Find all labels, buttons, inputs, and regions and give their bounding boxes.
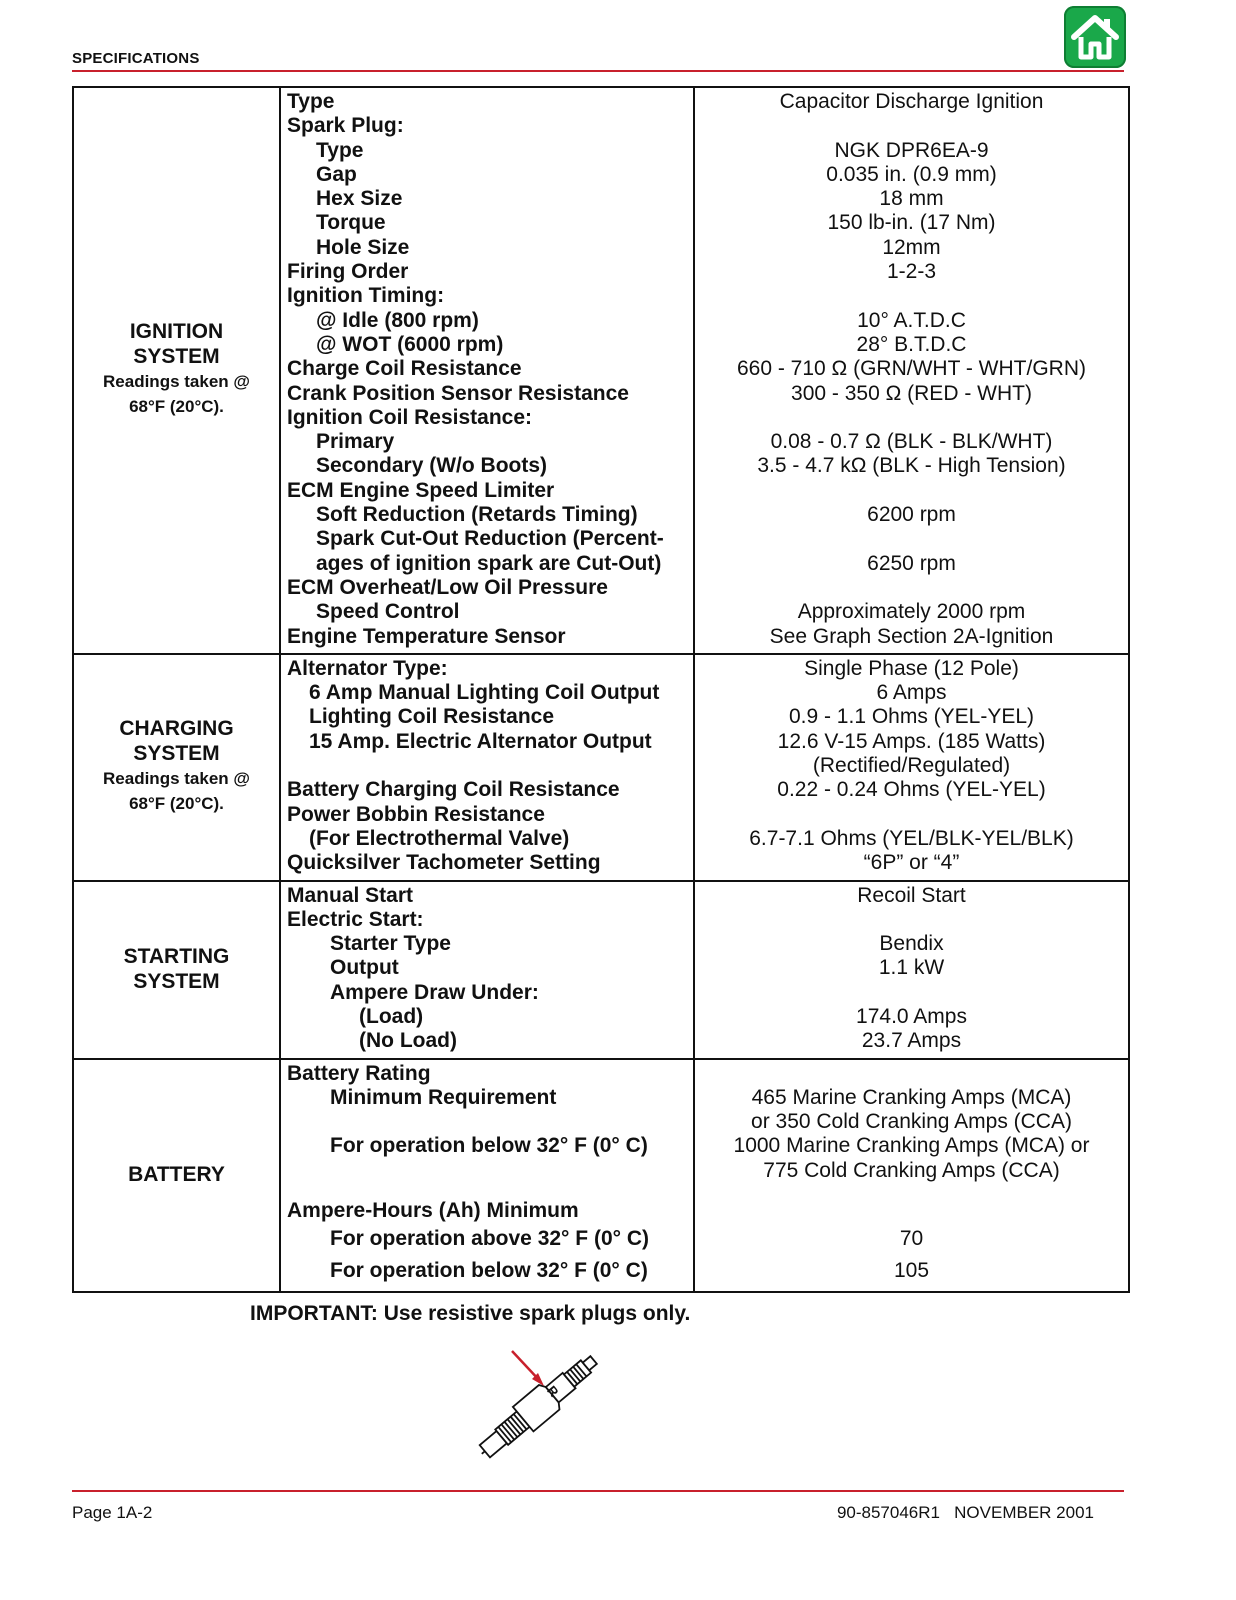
- spec-value: 3.5 - 4.7 kΩ (BLK - High Tension): [757, 454, 1066, 478]
- spec-label: (No Load): [359, 1029, 457, 1053]
- starting-row: [73, 881, 1129, 1059]
- battery-row: [73, 1059, 1129, 1292]
- spec-label: Ignition Timing:: [287, 284, 445, 308]
- spec-value: 28° B.T.D.C: [856, 332, 967, 356]
- spec-label: ECM Engine Speed Limiter: [287, 478, 555, 502]
- battery-values: [694, 1059, 1129, 1292]
- system-title: STARTING: [123, 944, 230, 968]
- spec-value: 12.6 V-15 Amps. (185 Watts): [777, 729, 1046, 753]
- spec-label: Gap: [316, 162, 357, 186]
- spec-label: @ Idle (800 rpm): [316, 308, 479, 332]
- spec-label: ECM Overheat/Low Oil Pressure: [287, 575, 608, 599]
- ignition-values: [694, 87, 1129, 654]
- footer-rule: [72, 1490, 1124, 1492]
- spec-label: Type: [316, 138, 364, 162]
- spec-value: Single Phase (12 Pole): [804, 656, 1019, 680]
- spec-label: For operation below 32° F (0° C): [330, 1259, 648, 1283]
- spec-label: Starter Type: [330, 932, 451, 956]
- spec-value: 300 - 350 Ω (RED - WHT): [791, 381, 1032, 405]
- home-button[interactable]: [1064, 6, 1126, 68]
- system-note: Readings taken @: [103, 769, 250, 789]
- spec-value: 70: [899, 1227, 924, 1251]
- system-title: BATTERY: [128, 1162, 225, 1186]
- starting-system-cell: [73, 881, 280, 1059]
- spec-value: [695, 284, 1128, 308]
- header-rule: [72, 70, 1124, 72]
- spec-label: 15 Amp. Electric Alternator Output: [309, 729, 652, 753]
- ignition-system-cell: [73, 87, 280, 654]
- spec-label: Minimum Requirement: [330, 1085, 557, 1109]
- spec-value: 0.22 - 0.24 Ohms (YEL-YEL): [777, 778, 1046, 802]
- spec-label: Output: [330, 956, 399, 980]
- spec-label: Lighting Coil Resistance: [309, 705, 555, 729]
- spec-label: Firing Order: [287, 260, 409, 284]
- important-note: IMPORTANT: Use resistive spark plugs only.: [250, 1302, 691, 1325]
- spec-value: 0.9 - 1.1 Ohms (YEL-YEL): [788, 705, 1035, 729]
- starting-values: [694, 881, 1129, 1059]
- spec-label: Type: [287, 90, 335, 113]
- spec-label: @ WOT (6000 rpm): [316, 332, 504, 356]
- spec-value: 775 Cold Cranking Amps (CCA): [763, 1158, 1060, 1182]
- spec-value: 1.1 kW: [878, 956, 945, 980]
- spec-value: 12mm: [882, 235, 941, 259]
- spec-value: 0.035 in. (0.9 mm): [826, 162, 997, 186]
- spec-value: 105: [893, 1259, 930, 1283]
- spec-label: Electric Start:: [287, 907, 424, 931]
- spec-value: 465 Marine Cranking Amps (MCA): [751, 1085, 1072, 1109]
- spec-value: 23.7 Amps: [861, 1029, 962, 1053]
- spec-label: Charge Coil Resistance: [287, 357, 522, 381]
- spec-label: Ampere-Hours (Ah) Minimum: [287, 1198, 579, 1222]
- spec-label: 6 Amp Manual Lighting Coil Output: [309, 681, 660, 705]
- system-note: 68°F (20°C).: [129, 397, 224, 417]
- spec-label: Engine Temperature Sensor: [287, 624, 566, 648]
- spec-label: Spark Plug:: [287, 114, 404, 138]
- starting-labels: [280, 881, 694, 1059]
- spec-value: [695, 406, 1128, 430]
- spec-value: “6P” or “4”: [863, 851, 960, 875]
- system-title: CHARGING: [119, 717, 234, 741]
- spec-label: Battery Rating: [287, 1061, 431, 1085]
- specifications-table: [72, 86, 1130, 1293]
- spec-value: NGK DPR6EA-9: [834, 138, 989, 162]
- spec-value: (Rectified/Regulated): [812, 754, 1011, 778]
- spec-label: [287, 1110, 693, 1134]
- resistor-marker: R: [544, 1382, 562, 1400]
- spec-label: [287, 754, 693, 778]
- document-number: 90-857046R1 NOVEMBER 2001: [836, 1503, 1094, 1522]
- page-number: Page 1A-2: [72, 1503, 153, 1522]
- spec-label: For operation above 32° F (0° C): [330, 1227, 650, 1251]
- spacer: [695, 1183, 1128, 1223]
- spec-label: Speed Control: [316, 600, 460, 624]
- spec-value: Recoil Start: [857, 883, 966, 907]
- spec-label: Battery Charging Coil Resistance: [287, 778, 620, 802]
- spec-value: See Graph Section 2A-Ignition: [769, 624, 1054, 648]
- system-title: IGNITION: [129, 320, 224, 344]
- spec-value: 6250 rpm: [867, 551, 956, 575]
- spec-label: Quicksilver Tachometer Setting: [287, 851, 601, 875]
- spec-value: [695, 576, 1128, 600]
- spec-label: Ampere Draw Under:: [330, 980, 539, 1004]
- spec-value: 660 - 710 Ω (GRN/WHT - WHT/GRN): [736, 357, 1086, 381]
- spec-value: 18 mm: [879, 187, 944, 211]
- spec-label: Alternator Type:: [287, 656, 448, 680]
- spec-value: 150 lb-in. (17 Nm): [827, 211, 996, 235]
- battery-system-cell: [73, 1059, 280, 1292]
- spec-value: 1000 Marine Cranking Amps (MCA) or: [733, 1134, 1090, 1158]
- spec-label: Power Bobbin Resistance: [287, 802, 545, 826]
- spec-value: [695, 908, 1128, 932]
- spec-value: [695, 527, 1128, 551]
- spec-value: [695, 479, 1128, 503]
- spark-plug-illustration: [460, 1345, 620, 1465]
- system-note: Readings taken @: [103, 372, 250, 392]
- spec-label: For operation below 32° F (0° C): [330, 1134, 648, 1158]
- system-title: SYSTEM: [133, 742, 220, 766]
- section-title: SPECIFICATIONS: [72, 50, 200, 67]
- spec-value: Bendix: [879, 932, 944, 956]
- spec-label: Ignition Coil Resistance:: [287, 405, 533, 429]
- spec-value: 0.08 - 0.7 Ω (BLK - BLK/WHT): [770, 430, 1053, 454]
- ignition-row: [73, 87, 1129, 654]
- spec-value: 174.0 Amps: [856, 1004, 967, 1028]
- spec-label: Manual Start: [287, 883, 414, 907]
- spec-value: 6.7-7.1 Ohms (YEL/BLK-YEL/BLK): [749, 826, 1074, 850]
- spec-value: 1-2-3: [886, 260, 937, 284]
- charging-row: [73, 654, 1129, 881]
- spec-label: Hole Size: [316, 235, 410, 259]
- spark-plug-figure: [460, 1345, 620, 1470]
- spec-label: Hex Size: [316, 187, 403, 211]
- spec-label: Secondary (W/o Boots): [316, 454, 548, 478]
- system-title: SYSTEM: [133, 969, 220, 993]
- spec-label: (Load): [359, 1004, 424, 1028]
- spec-value: 10° A.T.D.C: [857, 308, 966, 332]
- battery-labels: [280, 1059, 694, 1292]
- spec-value: 6 Amps: [876, 681, 947, 705]
- spec-value: [695, 981, 1128, 1005]
- spec-label: Crank Position Sensor Resistance: [287, 381, 629, 405]
- spec-value: 6200 rpm: [867, 503, 956, 527]
- spec-label: Torque: [316, 211, 386, 235]
- system-title: SYSTEM: [133, 345, 220, 369]
- spec-label: Spark Cut-Out Reduction (Percent-: [316, 527, 664, 551]
- spec-label: Primary: [316, 430, 395, 454]
- spec-label: [287, 1159, 693, 1199]
- ignition-labels: [280, 87, 694, 654]
- charging-system-cell: [73, 654, 280, 881]
- charging-values: [694, 654, 1129, 881]
- spec-value: [695, 114, 1128, 138]
- spec-value: Capacitor Discharge Ignition: [779, 90, 1044, 113]
- spec-label: ages of ignition spark are Cut-Out): [316, 551, 662, 575]
- spec-value: [695, 803, 1128, 827]
- spec-value: or 350 Cold Cranking Amps (CCA): [751, 1110, 1072, 1134]
- home-icon: [1068, 10, 1122, 64]
- spec-label: Soft Reduction (Retards Timing): [316, 503, 638, 527]
- spec-label: (For Electrothermal Valve): [309, 826, 570, 850]
- charging-labels: [280, 654, 694, 881]
- spec-value: Approximately 2000 rpm: [797, 600, 1026, 624]
- spec-value: [695, 1062, 1128, 1086]
- system-note: 68°F (20°C).: [129, 794, 224, 814]
